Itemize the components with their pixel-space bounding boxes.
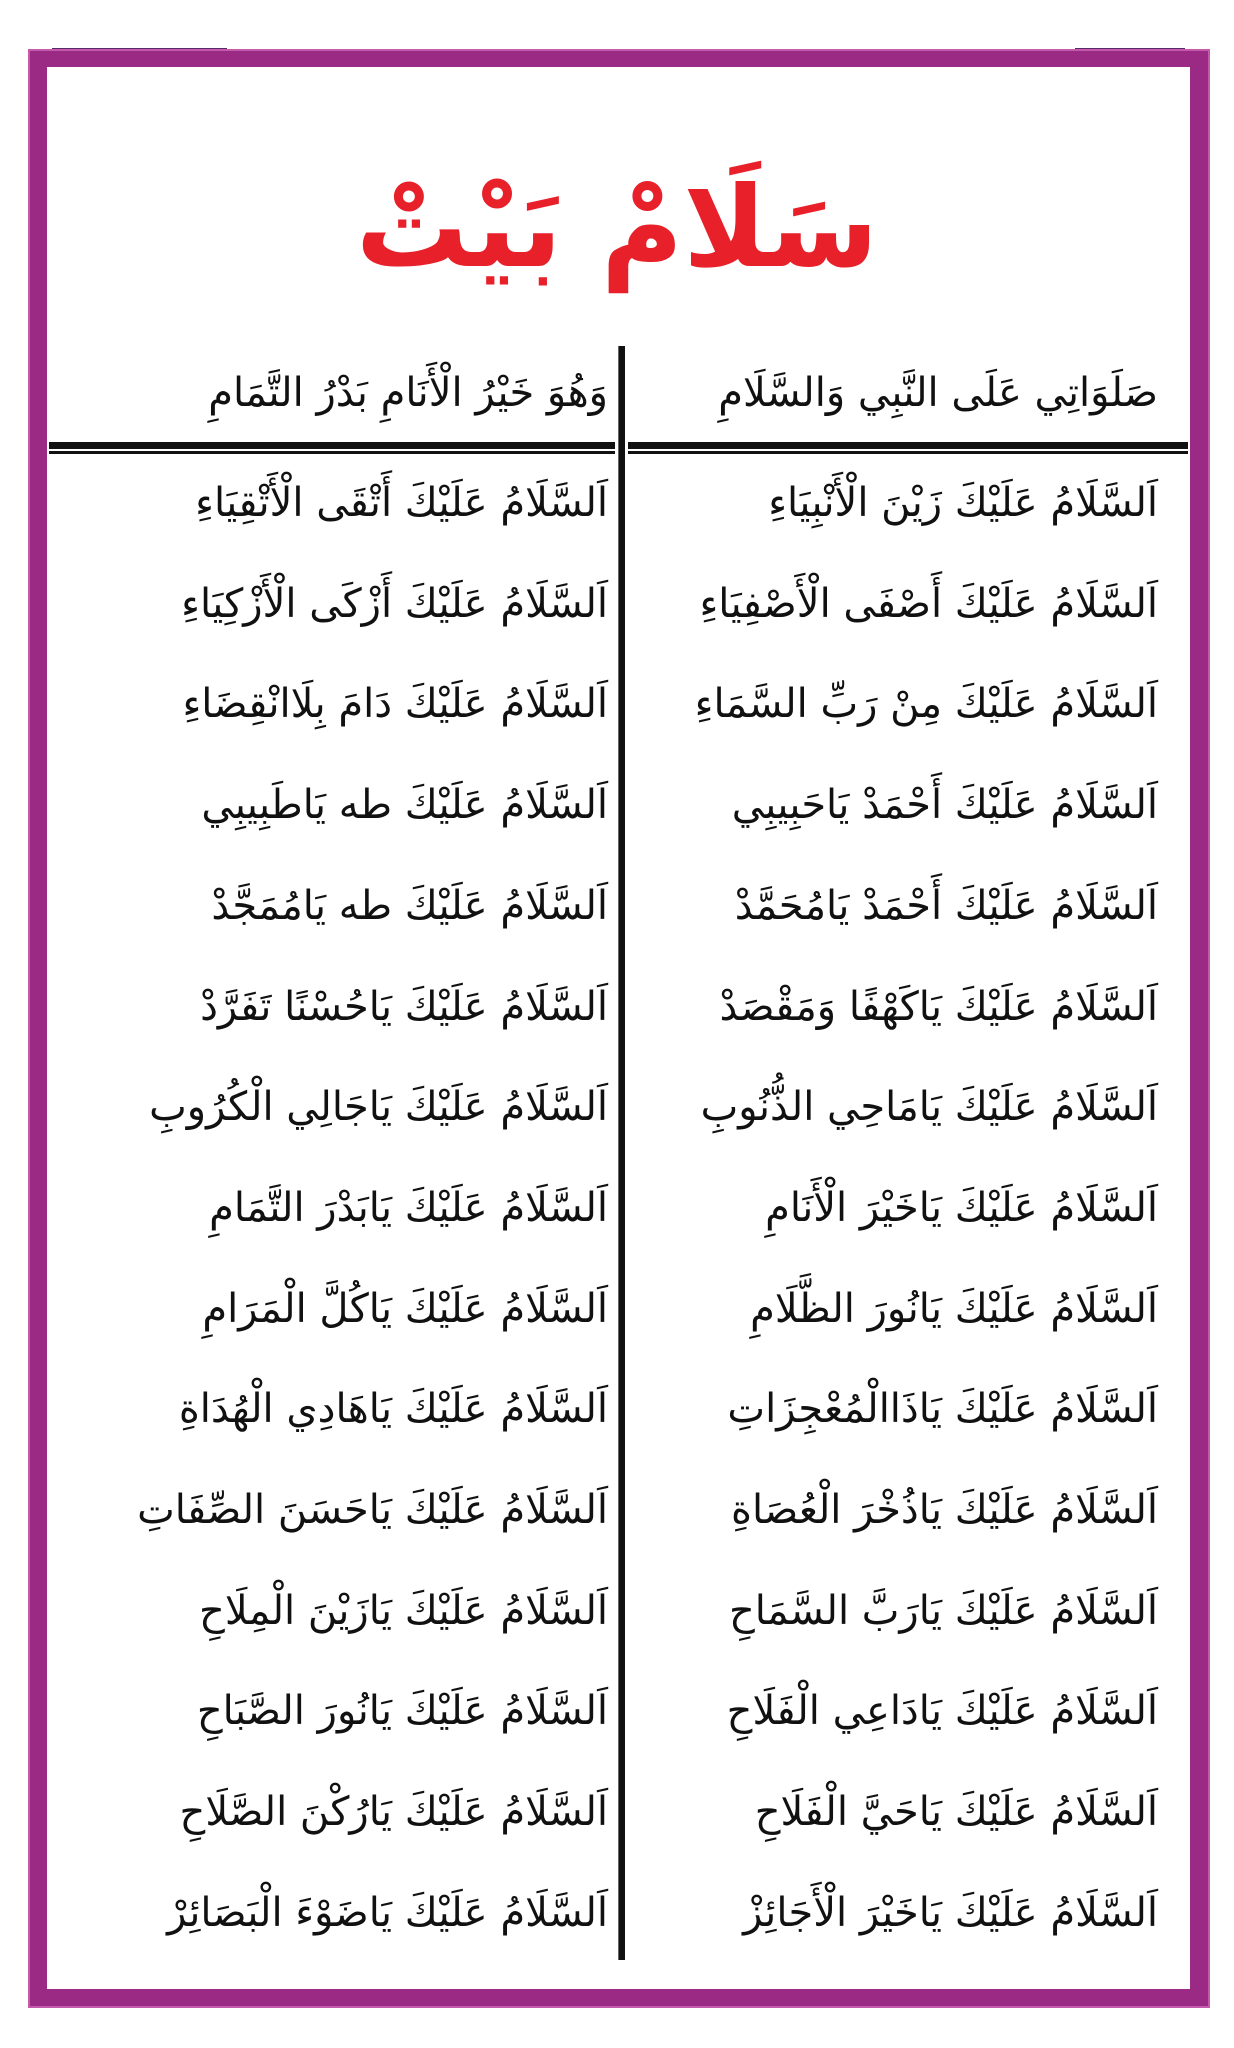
verse-right: اَلسَّلَامُ عَلَيْكَ يَادَاعِي الْفَلَاحِ (726, 1688, 1158, 1735)
header-divider-left (49, 442, 615, 451)
verse-right: اَلسَّلَامُ عَلَيْكَ يَامَاحِي الذُّنُوبِ (700, 1084, 1158, 1131)
verse-left: اَلسَّلَامُ عَلَيْكَ يَاجَالِي الْكُرُوبِ (149, 1084, 608, 1131)
verse-right: اَلسَّلَامُ عَلَيْكَ أَحْمَدْ يَامُحَمَّدْ (734, 882, 1158, 929)
verse-left: اَلسَّلَامُ عَلَيْكَ طه يَاطَبِيبِي (201, 782, 608, 829)
verse-right: اَلسَّلَامُ عَلَيْكَ يَانُورَ الظَّلَامِ (750, 1285, 1158, 1332)
header-divider-right (628, 442, 1188, 451)
verse-left: اَلسَّلَامُ عَلَيْكَ يَانُورَ الصَّبَاحِ (196, 1688, 608, 1735)
verse-right: اَلسَّلَامُ عَلَيْكَ يَاحَيَّ الْفَلَاحِ (754, 1789, 1158, 1836)
verse-row (49, 1767, 1188, 1857)
verse-row (49, 458, 1188, 548)
verse-right: اَلسَّلَامُ عَلَيْكَ يَاخَيْرَ الْأَجَائِزْ (743, 1889, 1158, 1936)
verse-row (49, 1062, 1188, 1152)
verse-row (49, 962, 1188, 1052)
verse-row (49, 1566, 1188, 1656)
verse-row (49, 659, 1188, 749)
page-title: سَلَامْ بَيْتْ (355, 163, 879, 293)
verse-left: اَلسَّلَامُ عَلَيْكَ يَاهَادِي الْهُدَاةِ (178, 1386, 608, 1433)
verse-right: اَلسَّلَامُ عَلَيْكَ يَاذُخْرَ الْعُصَاةِ (730, 1487, 1158, 1533)
verse-row (49, 1163, 1188, 1253)
verse-right: اَلسَّلَامُ عَلَيْكَ أَحْمَدْ يَاحَبِيبِي (731, 782, 1158, 829)
header-right: صَلَوَاتِي عَلَى النَّبِي وَالسَّلَامِ (718, 370, 1158, 416)
verse-left: اَلسَّلَامُ عَلَيْكَ أَزْكَى الْأَزْكِيَاءِ (181, 580, 608, 627)
verse-row (49, 1868, 1188, 1958)
verse-left: اَلسَّلَامُ عَلَيْكَ طه يَامُمَجَّدْ (211, 882, 608, 929)
verse-row (49, 1666, 1188, 1756)
verse-left: اَلسَّلَامُ عَلَيْكَ يَازَيْنَ الْمِلَاحِ (199, 1587, 608, 1634)
verse-row (49, 1264, 1188, 1354)
verse-left: اَلسَّلَامُ عَلَيْكَ يَاحُسْنًا تَفَرَّدْ (200, 983, 608, 1030)
verse-right: اَلسَّلَامُ عَلَيْكَ زَيْنَ الْأَنْبِيَاءِ (768, 480, 1158, 526)
verse-left: اَلسَّلَامُ عَلَيْكَ يَاحَسَنَ الصِّفَاتِ (137, 1487, 608, 1533)
verse-right: اَلسَّلَامُ عَلَيْكَ يَاخَيْرَ الْأَنَامِ (765, 1184, 1158, 1231)
verse-left: اَلسَّلَامُ عَلَيْكَ يَارُكْنَ الصَّلَاحِ (179, 1789, 608, 1836)
verse-left: اَلسَّلَامُ عَلَيْكَ يَاضَوْءَ الْبَصَائِرْ (167, 1889, 608, 1936)
verse-row (49, 1364, 1188, 1454)
verse-left: اَلسَّلَامُ عَلَيْكَ أَتْقَى الْأَتْقِيَاءِ (195, 480, 608, 526)
verse-right: اَلسَّلَامُ عَلَيْكَ يَاكَهْفًا وَمَقْصَدْ (719, 983, 1158, 1030)
verse-row (49, 559, 1188, 649)
verse-row (49, 861, 1188, 951)
verse-right: اَلسَّلَامُ عَلَيْكَ يَارَبَّ السَّمَاحِ (728, 1587, 1158, 1634)
verse-row (49, 1465, 1188, 1555)
verse-row (49, 760, 1188, 850)
header-left: وَهُوَ خَيْرُ الْأَنَامِ بَدْرُ التَّمَامِ (208, 370, 608, 416)
verse-right: اَلسَّلَامُ عَلَيْكَ أَصْفَى الْأَصْفِيَاءِ (699, 580, 1158, 627)
verse-left: اَلسَّلَامُ عَلَيْكَ يَابَدْرَ التَّمَامِ (209, 1184, 608, 1231)
verse-left: اَلسَّلَامُ عَلَيْكَ يَاكُلَّ الْمَرَامِ (202, 1285, 608, 1332)
verse-left: اَلسَّلَامُ عَلَيْكَ دَامَ بِلَاانْقِضَاءِ (182, 681, 608, 728)
verse-right: اَلسَّلَامُ عَلَيْكَ يَاذَاالْمُعْجِزَاتِ (727, 1386, 1158, 1433)
verse-right: اَلسَّلَامُ عَلَيْكَ مِنْ رَبِّ السَّمَاءِ (694, 681, 1158, 728)
